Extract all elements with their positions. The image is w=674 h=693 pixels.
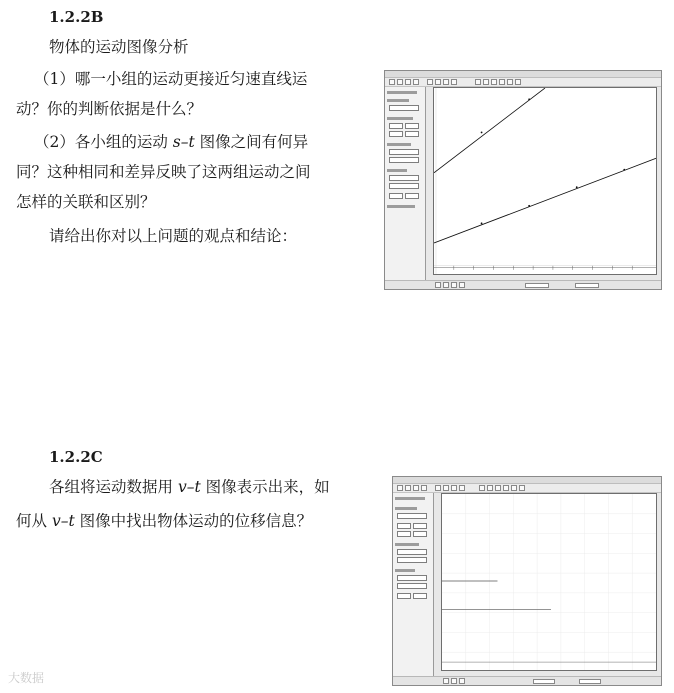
- toolbar-button: [443, 79, 449, 85]
- toolbar: [393, 484, 661, 493]
- question-2-line-1: [34, 127, 308, 157]
- toolbar-button: [413, 79, 419, 85]
- menu-bar: [385, 71, 661, 78]
- plot-area: [441, 493, 657, 671]
- section-c-line-2: [16, 506, 312, 536]
- q2-text-post: 图像之间有何异: [194, 133, 309, 151]
- question-2-line-3: 怎样的关联和区别？: [16, 193, 156, 211]
- toolbar-button: [389, 79, 395, 85]
- toolbar-button: [435, 79, 441, 85]
- software-screenshot-vt: [392, 476, 662, 686]
- section-b-title: 物体的运动图像分析: [49, 38, 189, 56]
- toolbar-button: [397, 79, 403, 85]
- line-group-b: [434, 158, 656, 243]
- toolbar-button: [451, 79, 457, 85]
- q2-text-pre: （2）各小组的运动: [34, 133, 173, 151]
- menu-bar: [393, 477, 661, 484]
- toolbar-button: [507, 79, 513, 85]
- q2-var-st: s–t: [172, 133, 195, 151]
- toolbar-button: [405, 79, 411, 85]
- side-panel: [393, 493, 434, 677]
- plot-area: [433, 87, 657, 275]
- c-text-pre: 各组将运动数据用: [49, 478, 178, 496]
- prompt-line: 请给出你对以上问题的观点和结论：: [49, 227, 298, 245]
- c-text-post: 图像表示出来，如: [200, 478, 330, 496]
- toolbar-button: [475, 79, 481, 85]
- section-b-heading: 1.2.2B: [49, 8, 104, 26]
- toolbar: [385, 78, 661, 87]
- c2-text-pre: 何从: [16, 512, 52, 530]
- status-bar: [385, 280, 661, 289]
- section-c-line-1: [49, 472, 330, 502]
- vt-graph: [442, 494, 656, 670]
- st-graph: [434, 88, 656, 274]
- side-panel: [385, 87, 426, 281]
- status-bar: [393, 676, 661, 685]
- c2-var-vt: v–t: [51, 512, 75, 530]
- question-1-line-2: 动？你的判断依据是什么？: [16, 100, 203, 118]
- toolbar-button: [499, 79, 505, 85]
- toolbar-button: [483, 79, 489, 85]
- toolbar-button: [427, 79, 433, 85]
- toolbar-button: [515, 79, 521, 85]
- c-var-vt: v–t: [177, 478, 201, 496]
- question-2-line-2: 同？这种相同和差异反映了这两组运动之间: [16, 163, 311, 181]
- watermark: 大数据: [8, 671, 45, 685]
- line-group-a: [434, 88, 545, 173]
- c2-text-post: 图像中找出物体运动的位移信息？: [74, 512, 313, 530]
- section-c-heading: 1.2.2C: [49, 448, 103, 466]
- question-1-line-1: （1）哪一小组的运动更接近匀速直线运: [34, 70, 308, 88]
- software-screenshot-st: [384, 70, 662, 290]
- toolbar-button: [491, 79, 497, 85]
